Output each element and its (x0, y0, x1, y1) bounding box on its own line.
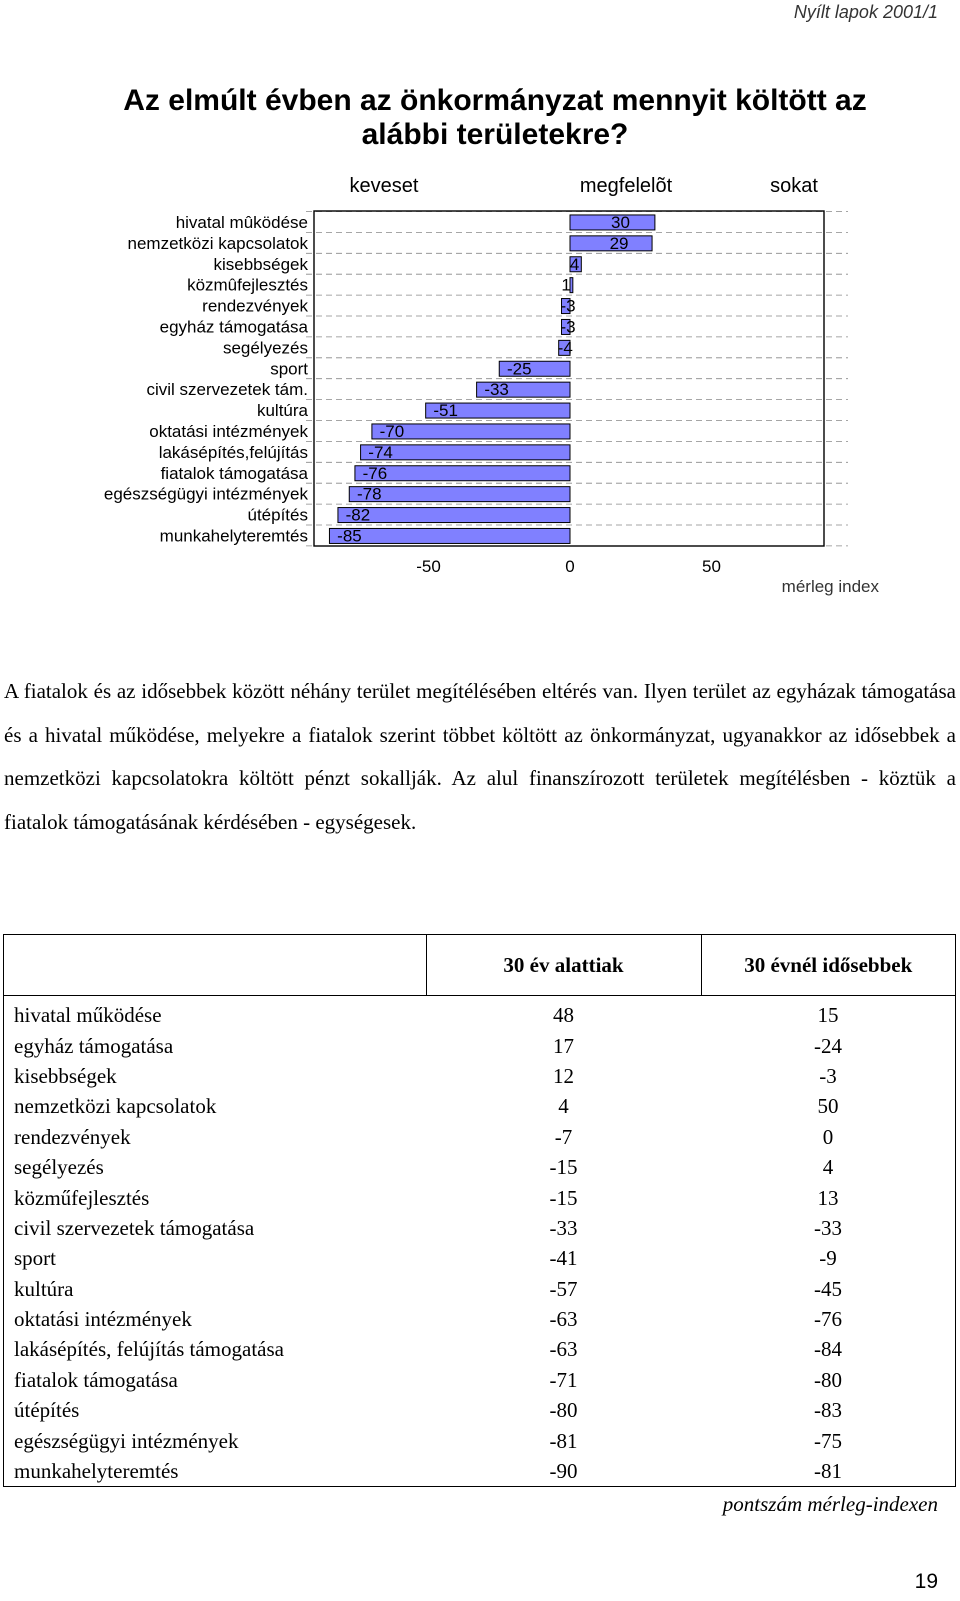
x-axis-label: mérleg index (781, 577, 879, 596)
value-label: -25 (506, 359, 532, 379)
x-tick-label: 50 (702, 557, 721, 576)
value-over-30: 0 (822, 1124, 834, 1149)
row-label: útépítés (14, 1398, 80, 1423)
row-label: civil szervezetek támogatása (14, 1215, 255, 1240)
bar (349, 484, 570, 504)
category-label: közmûfejlesztés (187, 275, 308, 295)
scale-label-2: sokat (770, 175, 818, 197)
value-label: -51 (433, 401, 458, 421)
category-label: sport (270, 359, 308, 379)
value-under-30: -15 (549, 1185, 578, 1210)
value-under-30: -81 (549, 1428, 578, 1453)
value-under-30: -15 (549, 1155, 578, 1180)
category-label: segélyezés (222, 338, 308, 358)
value-label: -3 (560, 296, 576, 316)
table-row (4, 1030, 955, 1060)
results-table (4, 935, 955, 1486)
table-row (4, 1152, 955, 1182)
value-label: 29 (609, 233, 629, 253)
x-tick-label: -50 (416, 557, 441, 576)
value-over-30: -45 (814, 1276, 842, 1301)
row-label: egyház támogatása (14, 1033, 174, 1058)
category-label: kultúra (256, 401, 308, 421)
value-label: -33 (484, 380, 509, 400)
category-label: rendezvények (202, 296, 308, 316)
bar (329, 526, 570, 546)
table-row (4, 1395, 955, 1425)
category-label: lakásépítés,felújítás (158, 442, 308, 462)
value-over-30: -3 (819, 1063, 837, 1088)
balance-index-chart (0, 165, 960, 605)
table-row (4, 1304, 955, 1334)
value-over-30: -83 (814, 1398, 842, 1423)
table-row (4, 1213, 955, 1243)
value-under-30: 4 (558, 1094, 569, 1119)
x-tick-label: 0 (565, 557, 575, 576)
value-label: -4 (557, 338, 573, 358)
scale-label-0: keveset (349, 175, 419, 197)
table-row (4, 1425, 955, 1455)
value-label: -74 (368, 442, 393, 462)
value-under-30: 17 (553, 1033, 574, 1058)
body-paragraph: A fiatalok és az idősebbek között néhány terület megítélésében eltérés van. Ilyen terület az egyházak támogatása és a hivatal működése, melyekre a fiatalok szerint többet költött az önkormányzat, ugyanakkor az idősebbek a nemzetközi kapcsolatokra költött pénzt sokallják. Az alul finanszírozott területek megítélésben - köztük a fiatalok támogatásának kérdésében - egységesek. (4, 679, 956, 834)
table-row (4, 1243, 955, 1273)
table-row (4, 1182, 955, 1212)
table-row (4, 996, 955, 1031)
table-row (4, 1061, 955, 1091)
value-under-30: -57 (549, 1276, 578, 1301)
value-over-30: 50 (817, 1094, 839, 1119)
scale-label-1: megfelelõt (579, 175, 673, 197)
category-label: hivatal mûködése (175, 212, 308, 232)
category-label: útépítés (247, 505, 308, 525)
value-under-30: -41 (549, 1246, 578, 1271)
bar (338, 505, 570, 525)
value-label: -78 (356, 484, 382, 504)
category-label: munkahelyteremtés (159, 526, 308, 546)
value-label: 4 (569, 254, 580, 274)
row-label: munkahelyteremtés (14, 1459, 179, 1484)
running-header: Nyílt lapok 2001/1 (793, 2, 938, 22)
row-label: sport (14, 1246, 56, 1271)
value-over-30: -84 (814, 1337, 842, 1362)
row-label: oktatási intézmények (14, 1307, 192, 1332)
table-row (4, 1365, 955, 1395)
category-label: egyház támogatása (159, 317, 308, 337)
table-row (4, 1456, 955, 1486)
row-label: rendezvények (14, 1124, 131, 1149)
table-row (4, 1274, 955, 1304)
value-over-30: 13 (817, 1185, 839, 1210)
value-label: -3 (560, 317, 576, 337)
page-number: 19 (914, 1570, 938, 1593)
row-label: kultúra (14, 1276, 74, 1301)
table-row (4, 1334, 955, 1364)
table-header-over-30: 30 évnél idősebbek (701, 935, 955, 996)
category-label: oktatási intézmények (149, 421, 308, 441)
value-label: -85 (337, 526, 362, 546)
value-label: -70 (379, 421, 405, 441)
category-label: kisebbségek (213, 254, 308, 274)
table-row (4, 1122, 955, 1152)
table-note: pontszám mérleg-indexen (722, 1492, 938, 1516)
table-header-blank (4, 935, 426, 996)
value-under-30: -80 (549, 1398, 578, 1423)
category-label: egészségügyi intézmények (103, 484, 308, 504)
value-over-30: -9 (819, 1246, 837, 1271)
row-label: hivatal működése (14, 1003, 162, 1028)
value-under-30: -33 (549, 1215, 578, 1240)
table-row (4, 1091, 955, 1121)
value-over-30: -76 (814, 1307, 842, 1332)
row-label: egészségügyi intézmények (14, 1428, 239, 1453)
value-over-30: -24 (814, 1033, 842, 1058)
value-label: -82 (345, 505, 371, 525)
row-label: lakásépítés, felújítás támogatása (14, 1337, 284, 1362)
value-label: 1 (561, 275, 571, 295)
table-header-row (4, 935, 955, 996)
table-header-under-30: 30 év alattiak (426, 935, 701, 996)
category-label: fiatalok támogatása (160, 463, 308, 483)
value-over-30: -33 (814, 1215, 842, 1240)
row-label: közműfejlesztés (14, 1185, 150, 1210)
category-label: nemzetközi kapcsolatok (127, 233, 308, 253)
row-label: segélyezés (14, 1155, 104, 1180)
category-label: civil szervezetek tám. (146, 380, 308, 400)
row-label: fiatalok támogatása (14, 1367, 178, 1392)
value-under-30: 12 (553, 1063, 574, 1088)
value-over-30: -80 (814, 1367, 842, 1392)
value-label: 30 (610, 212, 630, 232)
value-under-30: -63 (549, 1337, 578, 1362)
value-under-30: -71 (549, 1367, 578, 1392)
page-title: Az elmúlt évben az önkormányzat mennyit költött az alábbi területekre? (123, 84, 867, 151)
value-over-30: -81 (814, 1459, 842, 1484)
value-under-30: -90 (549, 1459, 578, 1484)
row-label: kisebbségek (14, 1063, 117, 1088)
value-under-30: -7 (554, 1124, 573, 1149)
row-label: nemzetközi kapcsolatok (14, 1094, 217, 1119)
value-over-30: -75 (814, 1428, 842, 1453)
value-over-30: 4 (822, 1155, 834, 1180)
value-under-30: -63 (549, 1307, 578, 1332)
value-over-30: 15 (817, 1003, 839, 1028)
value-under-30: 48 (553, 1003, 574, 1028)
value-label: -76 (362, 463, 388, 483)
